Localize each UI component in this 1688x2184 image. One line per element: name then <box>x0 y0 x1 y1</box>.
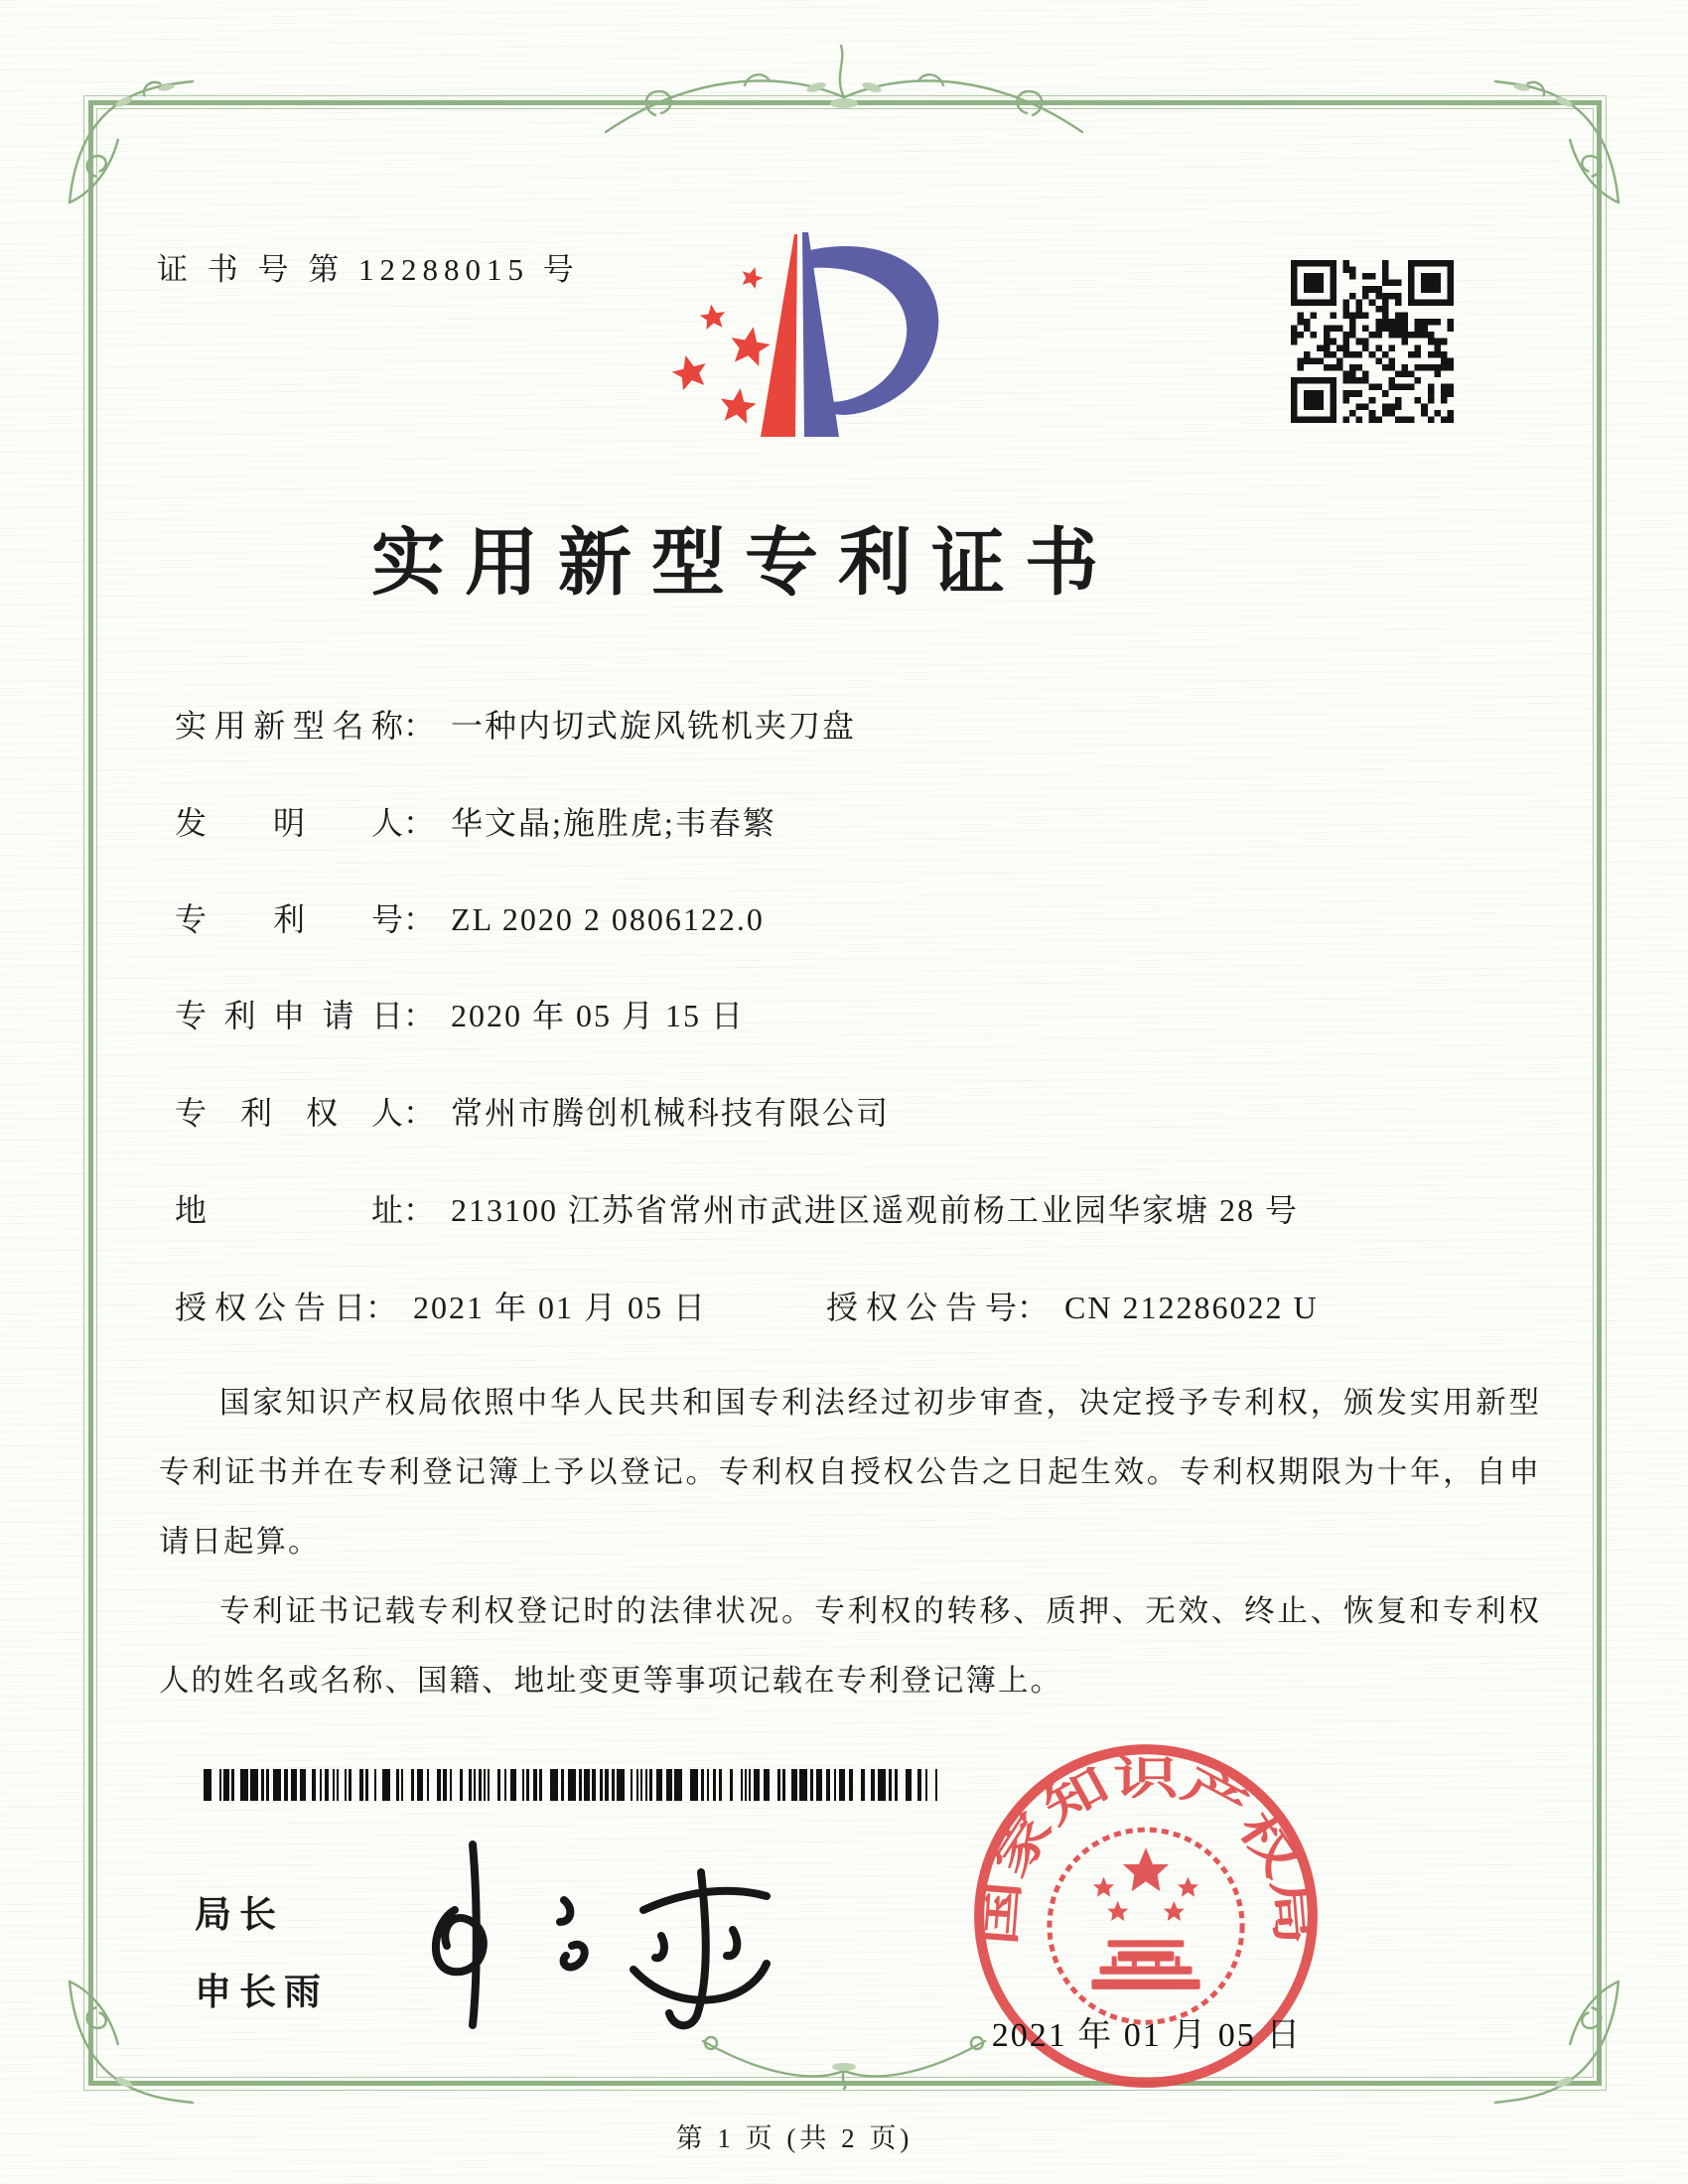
field-value: 一种内切式旋风铣机夹刀盘 <box>451 708 857 744</box>
seal-date: 2021 年 01 月 05 日 <box>991 2017 1303 2054</box>
field-row-patentee <box>175 1088 890 1138</box>
field-row-name <box>175 701 856 751</box>
top-crest-ornament <box>596 38 1092 147</box>
grant-no-value: CN 212286022 U <box>1064 1290 1319 1325</box>
field-row-grant <box>175 1283 1319 1332</box>
field-label: 发明人 <box>175 805 403 841</box>
signature-icon <box>397 1819 824 2057</box>
page-number: 第 1 页 (共 2 页) <box>675 2123 914 2153</box>
field-colon: ： <box>403 1192 436 1228</box>
corner-ornament-top-left <box>66 75 197 206</box>
qr-code <box>1291 260 1454 423</box>
field-colon: ： <box>403 901 436 937</box>
legal-text-block <box>159 1368 1541 1715</box>
cnipa-logo-icon <box>635 216 963 453</box>
legal-paragraph-1: 国家知识产权局依照中华人民共和国专利法经过初步审查，决定授予专利权，颁发实用新型专利证书并在专利登记簿上予以登记。专利权自授权公告之日起生效。专利权期限为十年，自申请日起算。 <box>159 1386 1541 1559</box>
national-emblem-icon <box>1050 1830 1242 2022</box>
certificate-title: 实用新型专利证书 <box>371 523 1118 605</box>
barcode <box>204 1769 940 1801</box>
field-value: ZL 2020 2 0806122.0 <box>451 901 765 937</box>
field-value: 213100 江苏省常州市武进区遥观前杨工业园华家塘 28 号 <box>451 1192 1300 1228</box>
field-label: 地址 <box>175 1192 403 1228</box>
field-colon: ： <box>403 1095 436 1131</box>
field-row-address <box>175 1185 1299 1235</box>
seal-ring-text: 国家知识产权局 <box>973 1753 1318 1948</box>
field-label: 实用新型名称 <box>175 708 403 744</box>
field-label: 专利号 <box>175 901 403 937</box>
field-colon: ： <box>403 805 436 841</box>
field-label: 专利权人 <box>175 1095 403 1131</box>
field-value: 2020 年 05 月 15 日 <box>451 998 746 1033</box>
field-label: 专利申请日 <box>175 998 403 1033</box>
corner-ornament-top-right <box>1491 75 1622 206</box>
corner-ornament-bottom-left <box>66 1978 197 2109</box>
commissioner-name: 申长雨 <box>195 1972 329 2012</box>
field-row-patent-no <box>175 894 765 944</box>
commissioner-title: 局长 <box>195 1894 284 1935</box>
field-colon: ： <box>403 998 436 1033</box>
field-value: 常州市腾创机械科技有限公司 <box>451 1095 891 1131</box>
corner-ornament-bottom-right <box>1491 1978 1622 2109</box>
field-colon: ： <box>365 1290 398 1325</box>
certificate-number: 证 书 号 第 12288015 号 <box>157 252 580 287</box>
grant-no-label: 授权公告号 <box>826 1290 1018 1325</box>
grant-date-value: 2021 年 01 月 05 日 <box>413 1290 708 1325</box>
grant-date-label: 授权公告日 <box>175 1290 365 1325</box>
field-colon: ： <box>1017 1290 1050 1325</box>
legal-paragraph-2: 专利证书记载专利权登记时的法律状况。专利权的转移、质押、无效、终止、恢复和专利权人的姓名或名称、国籍、地址变更等事项记载在专利登记簿上。 <box>159 1594 1541 1698</box>
field-row-filing-date <box>175 991 745 1040</box>
field-value: 华文晶;施胜虎;韦春繁 <box>451 805 776 841</box>
field-colon: ： <box>403 708 436 744</box>
field-row-inventors <box>175 798 776 848</box>
